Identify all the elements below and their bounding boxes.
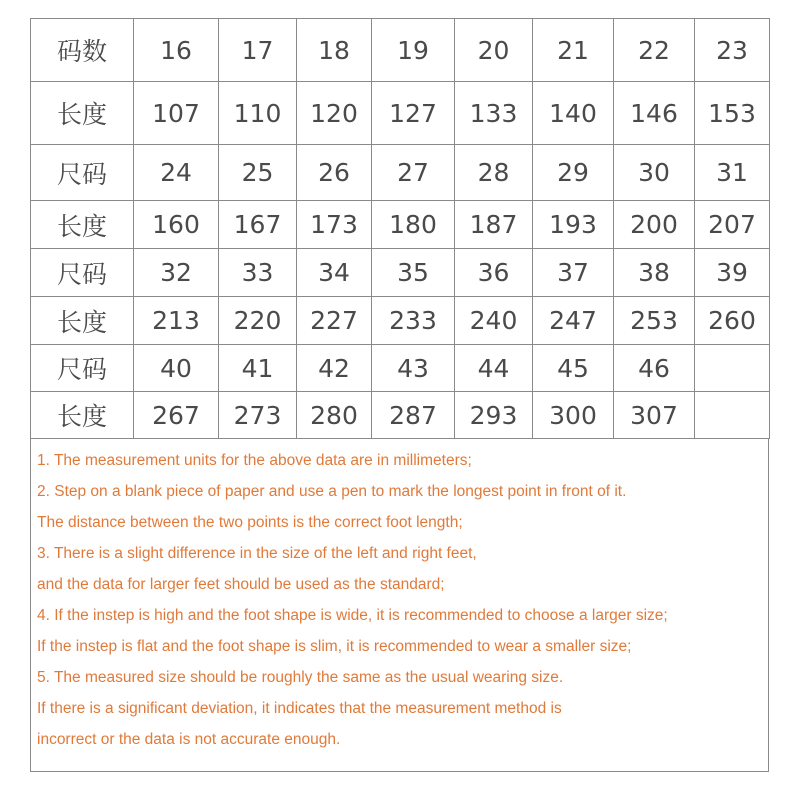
table-cell: 153: [695, 82, 770, 145]
note-line: 1. The measurement units for the above data are in millimeters;: [37, 452, 472, 469]
row-label: 长度: [31, 297, 134, 345]
size-chart-sheet: [30, 18, 769, 772]
table-cell: 146: [614, 82, 695, 145]
table-cell: 29: [533, 145, 614, 201]
table-row: [31, 297, 770, 345]
size-chart-body: [31, 19, 770, 439]
table-row: [31, 249, 770, 297]
note-line: If the instep is flat and the foot shape is slim, it is recommended to wear a smaller size;: [37, 638, 632, 655]
table-cell: 30: [614, 145, 695, 201]
table-cell: 38: [614, 249, 695, 297]
table-cell: 247: [533, 297, 614, 345]
note-line: 5. The measured size should be roughly the same as the usual wearing size.: [37, 669, 564, 686]
row-label: 长度: [31, 201, 134, 249]
table-row: [31, 345, 770, 392]
table-cell: 127: [372, 82, 455, 145]
table-cell: 193: [533, 201, 614, 249]
table-cell: 27: [372, 145, 455, 201]
table-cell: 46: [614, 345, 695, 392]
table-row: [31, 392, 770, 439]
note-line: The distance between the two points is the correct foot length;: [37, 514, 463, 531]
note-line: 2. Step on a blank piece of paper and use a pen to mark the longest point in front of it.: [37, 483, 627, 500]
table-cell: 33: [219, 249, 297, 297]
table-cell: 26: [297, 145, 372, 201]
table-cell: 36: [455, 249, 533, 297]
table-cell: 120: [297, 82, 372, 145]
table-row: [31, 201, 770, 249]
table-row: [31, 19, 770, 82]
table-cell: 110: [219, 82, 297, 145]
table-cell: 35: [372, 249, 455, 297]
table-cell: 25: [219, 145, 297, 201]
table-cell: 19: [372, 19, 455, 82]
table-cell: 220: [219, 297, 297, 345]
table-cell: 40: [134, 345, 219, 392]
table-cell: 307: [614, 392, 695, 439]
table-row: [31, 82, 770, 145]
table-cell: 280: [297, 392, 372, 439]
table-cell: 260: [695, 297, 770, 345]
table-cell: 107: [134, 82, 219, 145]
table-cell: 233: [372, 297, 455, 345]
table-cell: [695, 345, 770, 392]
table-cell: 227: [297, 297, 372, 345]
table-cell: 21: [533, 19, 614, 82]
table-cell: 240: [455, 297, 533, 345]
table-cell: 39: [695, 249, 770, 297]
measurement-notes: [30, 439, 769, 772]
table-cell: 187: [455, 201, 533, 249]
table-cell: 167: [219, 201, 297, 249]
table-cell: 180: [372, 201, 455, 249]
table-cell: 300: [533, 392, 614, 439]
table-cell: 140: [533, 82, 614, 145]
table-cell: 23: [695, 19, 770, 82]
table-cell: 267: [134, 392, 219, 439]
row-label: 尺码: [31, 345, 134, 392]
table-cell: 42: [297, 345, 372, 392]
size-chart-table: [30, 18, 770, 439]
table-cell: 207: [695, 201, 770, 249]
table-cell: 293: [455, 392, 533, 439]
note-line: 3. There is a slight difference in the size of the left and right feet,: [37, 545, 477, 562]
row-label: 长度: [31, 392, 134, 439]
table-cell: 24: [134, 145, 219, 201]
table-cell: 44: [455, 345, 533, 392]
table-cell: 17: [219, 19, 297, 82]
table-cell: 18: [297, 19, 372, 82]
table-cell: 213: [134, 297, 219, 345]
table-cell: 41: [219, 345, 297, 392]
table-cell: 273: [219, 392, 297, 439]
table-cell: 173: [297, 201, 372, 249]
table-cell: 45: [533, 345, 614, 392]
table-cell: 22: [614, 19, 695, 82]
note-line: incorrect or the data is not accurate enough.: [37, 731, 341, 748]
row-label: 长度: [31, 82, 134, 145]
table-cell: 133: [455, 82, 533, 145]
table-cell: [695, 392, 770, 439]
table-row: [31, 145, 770, 201]
table-cell: 16: [134, 19, 219, 82]
table-cell: 160: [134, 201, 219, 249]
table-cell: 37: [533, 249, 614, 297]
row-label: 尺码: [31, 145, 134, 201]
row-label: 尺码: [31, 249, 134, 297]
row-label: 码数: [31, 19, 134, 82]
note-line: and the data for larger feet should be used as the standard;: [37, 576, 445, 593]
table-cell: 32: [134, 249, 219, 297]
table-cell: 31: [695, 145, 770, 201]
table-cell: 34: [297, 249, 372, 297]
table-cell: 28: [455, 145, 533, 201]
table-cell: 287: [372, 392, 455, 439]
note-line: 4. If the instep is high and the foot shape is wide, it is recommended to choose a larger size;: [37, 607, 668, 624]
table-cell: 20: [455, 19, 533, 82]
table-cell: 253: [614, 297, 695, 345]
table-cell: 200: [614, 201, 695, 249]
note-line: If there is a significant deviation, it indicates that the measurement method is: [37, 700, 562, 717]
table-cell: 43: [372, 345, 455, 392]
